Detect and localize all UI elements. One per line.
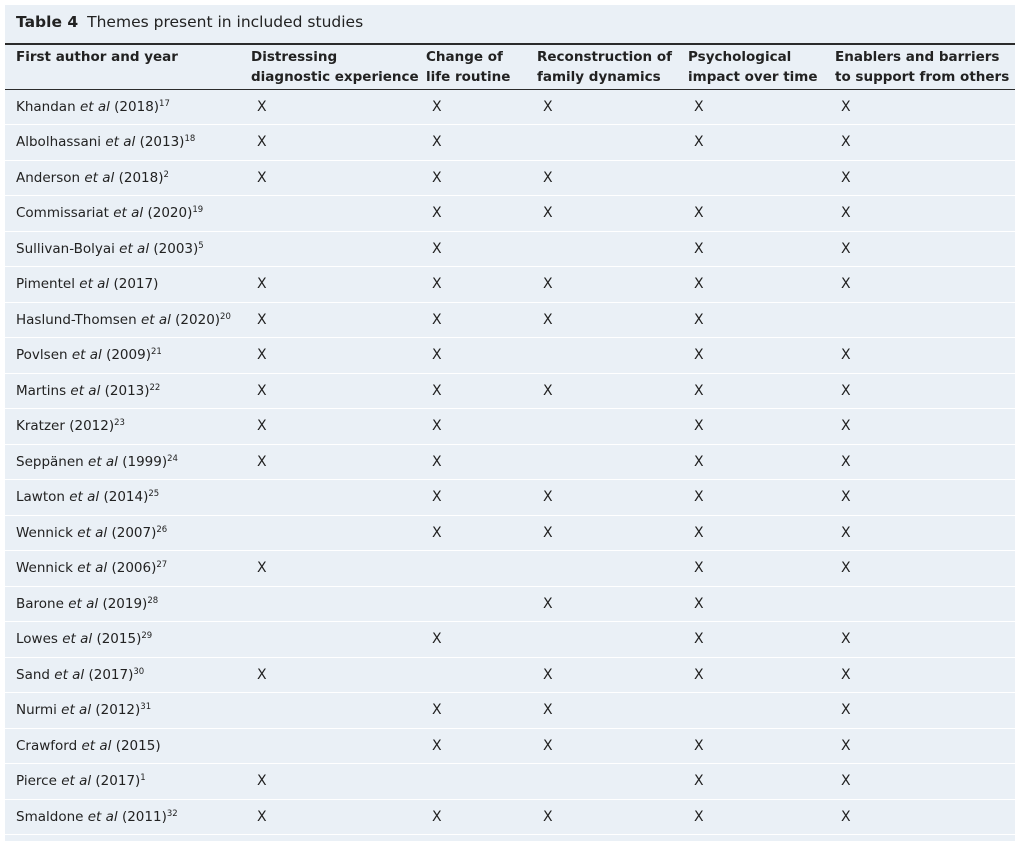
study-cell [5, 515, 245, 551]
column-header-psychological-impact [682, 44, 829, 89]
theme-mark-cell: X [245, 302, 420, 338]
study-author: Wennick [16, 560, 73, 577]
theme-mark-cell: X [682, 515, 829, 551]
study-author: Pierce [16, 773, 57, 790]
study-cell [5, 338, 245, 374]
theme-mark-cell: X [531, 373, 682, 409]
column-header-line: Reconstruction of [537, 49, 673, 65]
column-header-author-year [5, 44, 245, 89]
study-et-al: et al [54, 666, 85, 683]
table-row [5, 622, 1015, 658]
study-cell [5, 764, 245, 800]
theme-mark-cell: X [829, 693, 1015, 729]
table-panel [5, 5, 1015, 841]
table-row [5, 657, 1015, 693]
study-et-al: et al [113, 205, 144, 222]
theme-mark-cell: X [682, 444, 829, 480]
theme-mark-cell: X [245, 764, 420, 800]
study-reference: 31 [140, 702, 152, 713]
study-year: (2018) [114, 98, 160, 115]
study-author: Barone [16, 595, 64, 612]
theme-mark-cell: X [682, 125, 829, 161]
table-row [5, 302, 1015, 338]
theme-mark-cell: X [531, 586, 682, 622]
study-cell [5, 480, 245, 516]
theme-mark-cell: X [531, 799, 682, 835]
study-author: Povlsen [16, 347, 68, 364]
theme-mark-cell [682, 160, 829, 196]
study-author: Martins [16, 382, 67, 399]
study-reference: 1 [140, 773, 146, 784]
study-cell [5, 160, 245, 196]
study-cell [5, 728, 245, 764]
study-cell [5, 125, 245, 161]
study-author: Nurmi [16, 702, 57, 719]
table-caption [16, 13, 363, 31]
theme-mark-cell: X [829, 444, 1015, 480]
theme-mark-cell: X [420, 444, 531, 480]
theme-mark-cell: X [245, 373, 420, 409]
study-author: Pimentel [16, 276, 75, 293]
study-author: Albolhassani [16, 134, 102, 151]
theme-mark-cell [531, 409, 682, 445]
table-row [5, 267, 1015, 303]
theme-mark-cell: X [420, 515, 531, 551]
table-row [5, 160, 1015, 196]
theme-mark-cell [682, 693, 829, 729]
theme-mark-cell: X [829, 764, 1015, 800]
theme-mark-cell [245, 231, 420, 267]
theme-mark-cell: X [245, 89, 420, 125]
study-reference: 32 [166, 808, 178, 819]
study-year: (2020) [175, 311, 221, 328]
table-row [5, 764, 1015, 800]
study-reference: 27 [156, 560, 168, 571]
theme-mark-cell: X [829, 338, 1015, 374]
theme-mark-cell: X [420, 480, 531, 516]
study-year: (2019) [102, 595, 148, 612]
study-author: Haslund-Thomsen [16, 311, 137, 328]
table-row [5, 515, 1015, 551]
theme-mark-cell: X [245, 409, 420, 445]
study-reference: 25 [148, 489, 160, 500]
theme-mark-cell [531, 125, 682, 161]
theme-mark-cell: X [531, 515, 682, 551]
theme-mark-cell: X [245, 444, 420, 480]
study-author: Crawford [16, 737, 78, 754]
theme-mark-cell: X [829, 409, 1015, 445]
theme-mark-cell: X [682, 586, 829, 622]
themes-table [5, 43, 1015, 835]
column-header-line: Change of [426, 49, 503, 65]
study-et-al: et al [70, 382, 101, 399]
study-et-al: et al [87, 808, 118, 825]
theme-mark-cell: X [682, 764, 829, 800]
study-author: Smaldone [16, 808, 84, 825]
study-year: (1999) [122, 453, 168, 470]
theme-mark-cell: X [531, 728, 682, 764]
theme-mark-cell: X [682, 622, 829, 658]
study-author: Kratzer [16, 418, 65, 435]
theme-mark-cell: X [531, 267, 682, 303]
theme-mark-cell: X [829, 196, 1015, 232]
study-et-al: et al [69, 489, 100, 506]
column-header-line: impact over time [688, 69, 818, 85]
table-body [5, 89, 1015, 835]
study-year: (2017) [88, 666, 134, 683]
theme-mark-cell: X [829, 515, 1015, 551]
study-year: (2017) [95, 773, 141, 790]
column-header-line: family dynamics [537, 69, 661, 85]
study-cell [5, 89, 245, 125]
study-cell [5, 444, 245, 480]
table-title: Themes present in included studies [87, 13, 364, 31]
theme-mark-cell [245, 480, 420, 516]
study-year: (2015) [96, 631, 142, 648]
table-row [5, 799, 1015, 835]
theme-mark-cell: X [420, 373, 531, 409]
theme-mark-cell: X [829, 231, 1015, 267]
theme-mark-cell: X [829, 480, 1015, 516]
table-row [5, 89, 1015, 125]
table-row [5, 693, 1015, 729]
theme-mark-cell: X [829, 799, 1015, 835]
theme-mark-cell: X [682, 551, 829, 587]
table-row [5, 338, 1015, 374]
study-et-al: et al [77, 560, 108, 577]
theme-mark-cell [420, 586, 531, 622]
study-year: (2006) [111, 560, 157, 577]
study-author: Khandan [16, 98, 76, 115]
theme-mark-cell: X [531, 302, 682, 338]
column-header-distressing [245, 44, 420, 89]
study-year: (2009) [106, 347, 151, 364]
study-author: Anderson [16, 169, 81, 186]
study-year: (2017) [113, 276, 159, 293]
table-row [5, 551, 1015, 587]
column-header-family-dynamics [531, 44, 682, 89]
column-header-line: Distressing [251, 49, 338, 65]
study-author: Seppänen [16, 453, 84, 470]
theme-mark-cell: X [829, 125, 1015, 161]
table-row [5, 480, 1015, 516]
study-reference: 18 [184, 134, 196, 145]
study-author: Commissariat [16, 205, 109, 222]
column-header-enablers-barriers [829, 44, 1015, 89]
table-row [5, 444, 1015, 480]
study-reference: 29 [141, 631, 153, 642]
study-reference: 26 [156, 524, 168, 535]
theme-mark-cell [245, 622, 420, 658]
study-et-al: et al [84, 169, 115, 186]
study-et-al: et al [119, 240, 150, 257]
study-et-al: et al [77, 524, 108, 541]
theme-mark-cell: X [682, 799, 829, 835]
study-cell [5, 302, 245, 338]
study-year: (2007) [111, 524, 157, 541]
study-year: (2014) [103, 489, 149, 506]
study-et-al: et al [61, 773, 92, 790]
theme-mark-cell [245, 515, 420, 551]
theme-mark-cell: X [420, 302, 531, 338]
study-et-al: et al [79, 276, 110, 293]
theme-mark-cell: X [245, 657, 420, 693]
study-et-al: et al [79, 98, 110, 115]
theme-mark-cell: X [531, 480, 682, 516]
study-et-al: et al [62, 631, 93, 648]
study-year: (2011) [121, 808, 167, 825]
study-cell [5, 693, 245, 729]
theme-mark-cell: X [682, 267, 829, 303]
theme-mark-cell: X [682, 338, 829, 374]
theme-mark-cell: X [420, 693, 531, 729]
study-year: (2013) [104, 382, 150, 399]
theme-mark-cell: X [531, 160, 682, 196]
study-year: (2018) [118, 169, 164, 186]
theme-mark-cell [531, 551, 682, 587]
column-header-life-routine [420, 44, 531, 89]
study-author: Sullivan-Bolyai [16, 240, 115, 257]
table-header-row [5, 44, 1015, 89]
study-reference: 19 [192, 205, 204, 216]
theme-mark-cell: X [245, 799, 420, 835]
theme-mark-cell: X [531, 89, 682, 125]
study-et-al: et al [140, 311, 171, 328]
theme-mark-cell: X [420, 267, 531, 303]
theme-mark-cell: X [531, 196, 682, 232]
theme-mark-cell: X [245, 160, 420, 196]
study-et-al: et al [81, 737, 112, 754]
column-header-line: Psychological [688, 49, 792, 65]
theme-mark-cell [420, 764, 531, 800]
study-year: (2012) [69, 418, 115, 435]
study-author: Wennick [16, 524, 73, 541]
theme-mark-cell: X [420, 196, 531, 232]
column-header-line: First author and year [16, 49, 178, 65]
theme-mark-cell: X [682, 231, 829, 267]
column-header-line: diagnostic experience [251, 69, 419, 85]
study-reference: 20 [220, 311, 231, 322]
study-year: (2003) [153, 240, 199, 257]
study-cell [5, 231, 245, 267]
table-row [5, 728, 1015, 764]
table-row [5, 125, 1015, 161]
study-reference: 30 [133, 666, 145, 677]
table-row [5, 373, 1015, 409]
study-reference: 5 [198, 240, 204, 251]
theme-mark-cell: X [420, 89, 531, 125]
theme-mark-cell: X [829, 89, 1015, 125]
table-label: Table 4 [16, 13, 79, 31]
study-cell [5, 657, 245, 693]
study-reference: 2 [163, 169, 169, 180]
theme-mark-cell: X [682, 89, 829, 125]
study-author: Lawton [16, 489, 65, 506]
theme-mark-cell: X [420, 160, 531, 196]
study-et-al: et al [71, 347, 102, 364]
theme-mark-cell: X [682, 657, 829, 693]
study-cell [5, 373, 245, 409]
theme-mark-cell: X [531, 693, 682, 729]
theme-mark-cell: X [829, 160, 1015, 196]
study-author: Sand [16, 666, 50, 683]
theme-mark-cell: X [682, 302, 829, 338]
table-row [5, 231, 1015, 267]
study-cell [5, 267, 245, 303]
theme-mark-cell [829, 586, 1015, 622]
theme-mark-cell: X [829, 373, 1015, 409]
study-cell [5, 799, 245, 835]
theme-mark-cell: X [682, 728, 829, 764]
theme-mark-cell [829, 302, 1015, 338]
theme-mark-cell [245, 196, 420, 232]
theme-mark-cell [531, 444, 682, 480]
theme-mark-cell [531, 338, 682, 374]
theme-mark-cell: X [531, 657, 682, 693]
theme-mark-cell: X [829, 657, 1015, 693]
theme-mark-cell: X [682, 373, 829, 409]
theme-mark-cell [245, 586, 420, 622]
study-reference: 23 [114, 418, 125, 429]
theme-mark-cell: X [420, 231, 531, 267]
theme-mark-cell [531, 231, 682, 267]
table-row [5, 196, 1015, 232]
study-cell [5, 586, 245, 622]
theme-mark-cell [245, 693, 420, 729]
study-reference: 17 [159, 98, 170, 109]
theme-mark-cell: X [245, 267, 420, 303]
table-row [5, 586, 1015, 622]
study-reference: 24 [167, 453, 178, 464]
theme-mark-cell: X [420, 799, 531, 835]
theme-mark-cell: X [420, 409, 531, 445]
theme-mark-cell: X [682, 480, 829, 516]
study-cell [5, 551, 245, 587]
theme-mark-cell: X [682, 409, 829, 445]
theme-mark-cell: X [245, 551, 420, 587]
table-row [5, 409, 1015, 445]
study-year: (2013) [139, 134, 185, 151]
theme-mark-cell: X [682, 196, 829, 232]
study-reference: 22 [149, 382, 161, 393]
study-cell [5, 409, 245, 445]
study-et-al: et al [88, 453, 118, 470]
study-year: (2020) [147, 205, 193, 222]
theme-mark-cell [531, 764, 682, 800]
theme-mark-cell: X [829, 622, 1015, 658]
study-reference: 28 [147, 595, 159, 606]
study-et-al: et al [68, 595, 99, 612]
study-reference: 21 [150, 347, 162, 358]
study-et-al: et al [61, 702, 92, 719]
theme-mark-cell [420, 657, 531, 693]
theme-mark-cell: X [829, 267, 1015, 303]
theme-mark-cell [420, 551, 531, 587]
theme-mark-cell: X [829, 728, 1015, 764]
study-cell [5, 622, 245, 658]
theme-mark-cell [245, 728, 420, 764]
theme-mark-cell: X [245, 338, 420, 374]
study-year: (2015) [115, 737, 161, 754]
theme-mark-cell: X [245, 125, 420, 161]
study-year: (2012) [95, 702, 141, 719]
theme-mark-cell: X [829, 551, 1015, 587]
column-header-line: life routine [426, 69, 511, 85]
theme-mark-cell [531, 622, 682, 658]
column-header-line: Enablers and barriers [835, 49, 1000, 65]
theme-mark-cell: X [420, 728, 531, 764]
study-author: Lowes [16, 631, 58, 648]
column-header-line: to support from others [835, 69, 1010, 85]
theme-mark-cell: X [420, 338, 531, 374]
study-cell [5, 196, 245, 232]
theme-mark-cell: X [420, 622, 531, 658]
theme-mark-cell: X [420, 125, 531, 161]
study-et-al: et al [105, 134, 136, 151]
